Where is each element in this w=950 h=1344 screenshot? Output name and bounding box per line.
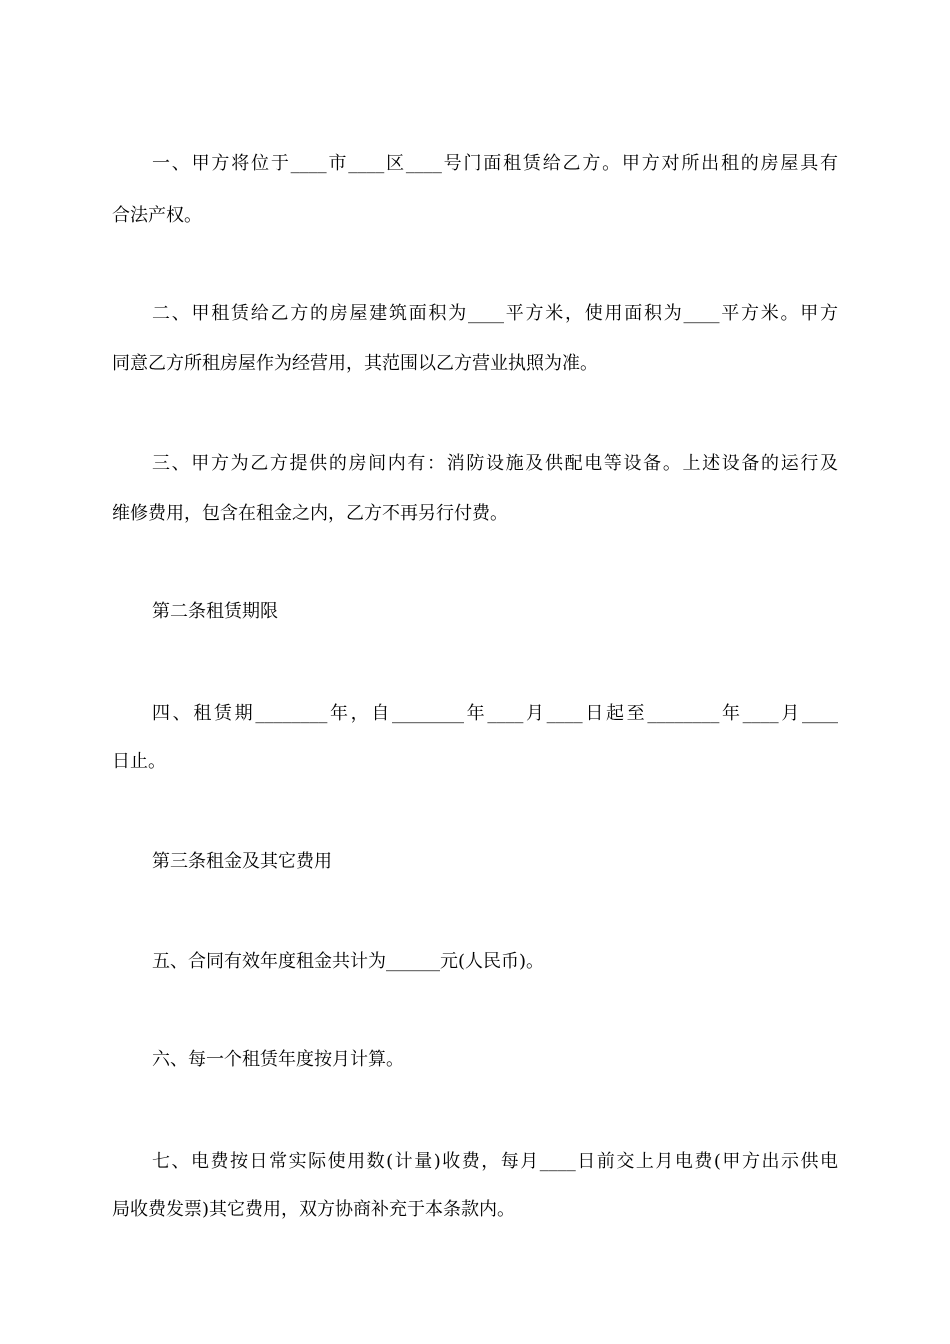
clause-7-line-2: 局收费发票)其它费用，双方协商补充于本条款内。: [112, 1199, 516, 1220]
clause-4-line-2: 日止。: [112, 751, 166, 772]
clause-3-line-2: 维修费用，包含在租金之内，乙方不再另行付费。: [112, 503, 508, 524]
section-heading-rent: 第三条租金及其它费用: [152, 851, 332, 872]
clause-1-line-1: 一、甲方将位于____市____区____号门面租赁给乙方。甲方对所出租的房屋具有: [152, 153, 838, 174]
clause-4-line-1: 四、租赁期________年，自________年____月____日起至________年____月____: [152, 703, 838, 724]
clause-7-line-1: 七、电费按日常实际使用数(计量)收费，每月____日前交上月电费(甲方出示供电: [152, 1151, 838, 1172]
clause-1-line-2: 合法产权。: [112, 205, 202, 226]
clause-3-line-1: 三、甲方为乙方提供的房间内有：消防设施及供配电等设备。上述设备的运行及: [152, 453, 838, 474]
clause-2-line-1: 二、甲租赁给乙方的房屋建筑面积为____平方米，使用面积为____平方米。甲方: [152, 303, 838, 324]
clause-6-line-1: 六、每一个租赁年度按月计算。: [152, 1049, 404, 1070]
clause-5-line-1: 五、合同有效年度租金共计为______元(人民币)。: [152, 951, 545, 972]
section-heading-term: 第二条租赁期限: [152, 601, 278, 622]
clause-2-line-2: 同意乙方所租房屋作为经营用，其范围以乙方营业执照为准。: [112, 353, 598, 374]
